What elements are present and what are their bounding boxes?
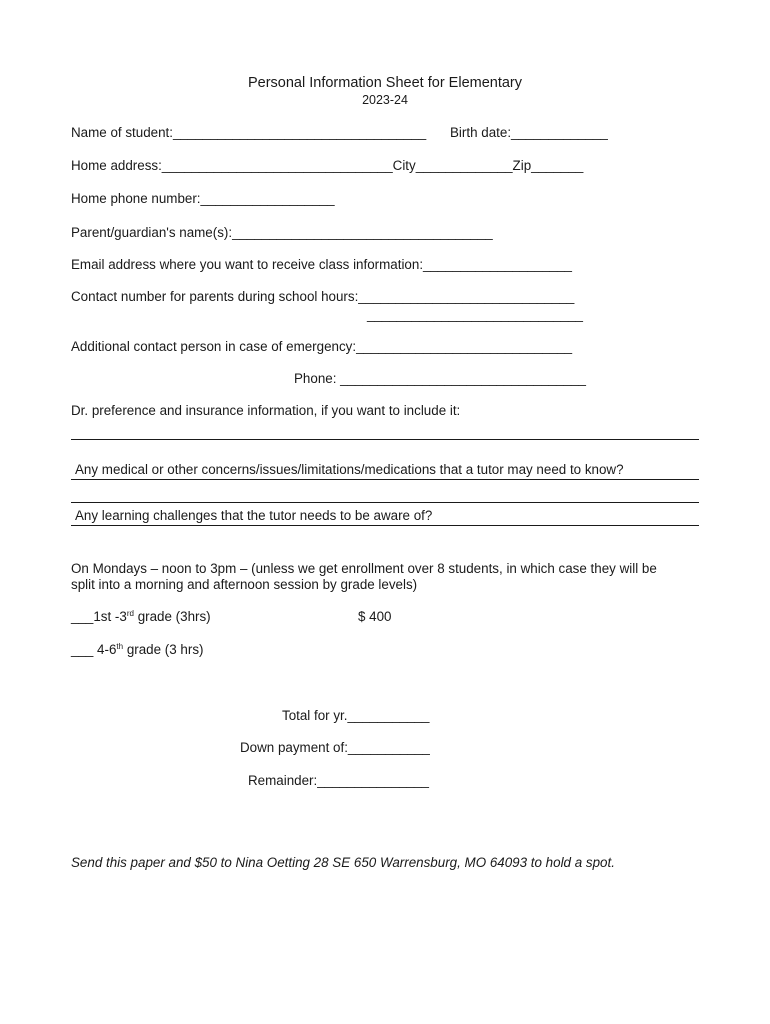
learning-challenges-label: Any learning challenges that the tutor needs to be aware of? — [75, 508, 433, 523]
medical-concerns-line-1[interactable] — [71, 479, 699, 480]
doctor-insurance-line[interactable] — [71, 439, 699, 440]
grade-1-3-blank: ___1st -3 — [71, 609, 127, 624]
doctor-insurance-label: Dr. preference and insurance information, if you want to include it: — [71, 403, 461, 418]
total-for-year-field[interactable]: Total for yr.___________ — [282, 708, 430, 723]
down-payment-field[interactable]: Down payment of:___________ — [240, 740, 430, 755]
schedule-text-line-1: On Mondays – noon to 3pm – (unless we get enrollment over 8 students, in which case they will be — [71, 561, 657, 576]
home-phone-field[interactable]: Home phone number:__________________ — [71, 191, 335, 206]
mailing-instructions: Send this paper and $50 to Nina Oetting 28 SE 650 Warrensburg, MO 64093 to hold a spot. — [71, 855, 615, 870]
grade-4-6-ordinal: th — [116, 642, 124, 651]
grade-4-6-blank: ___ 4-6 — [71, 642, 117, 657]
parent-contact-number-field[interactable]: Contact number for parents during school hours:_____________________________ — [71, 289, 575, 304]
page-title: Personal Information Sheet for Elementary — [247, 75, 523, 91]
grade-4-6-option[interactable] — [71, 643, 203, 656]
schedule-text-line-2: split into a morning and afternoon session by grade levels) — [71, 577, 418, 592]
school-year: 2023-24 — [362, 93, 408, 107]
guardian-names-field[interactable]: Parent/guardian's name(s):___________________________________ — [71, 225, 493, 240]
email-field[interactable]: Email address where you want to receive class information:____________________ — [71, 257, 572, 272]
remainder-field[interactable]: Remainder:_______________ — [248, 773, 429, 788]
emergency-contact-field[interactable]: Additional contact person in case of emergency:_____________________________ — [71, 339, 573, 354]
grade-1-3-option[interactable] — [71, 610, 211, 623]
student-name-field[interactable]: Name of student:__________________________________ — [71, 125, 427, 140]
parent-contact-number-second-line[interactable]: _____________________________ — [367, 307, 583, 322]
emergency-phone-field[interactable]: Phone: _________________________________ — [294, 371, 586, 386]
grade-4-6-label: grade (3 hrs) — [123, 642, 204, 657]
grade-1-3-ordinal: rd — [126, 609, 134, 618]
learning-challenges-line[interactable] — [71, 525, 699, 526]
home-address-field[interactable]: Home address:_______________________________City_____________Zip_______ — [71, 158, 584, 173]
grade-1-3-price: $ 400 — [358, 609, 392, 624]
medical-concerns-label: Any medical or other concerns/issues/limitations/medications that a tutor may need to know? — [75, 462, 624, 477]
medical-concerns-line-2[interactable] — [71, 502, 699, 503]
grade-1-3-label: grade (3hrs) — [133, 609, 211, 624]
birth-date-field[interactable]: Birth date:_____________ — [450, 125, 608, 140]
